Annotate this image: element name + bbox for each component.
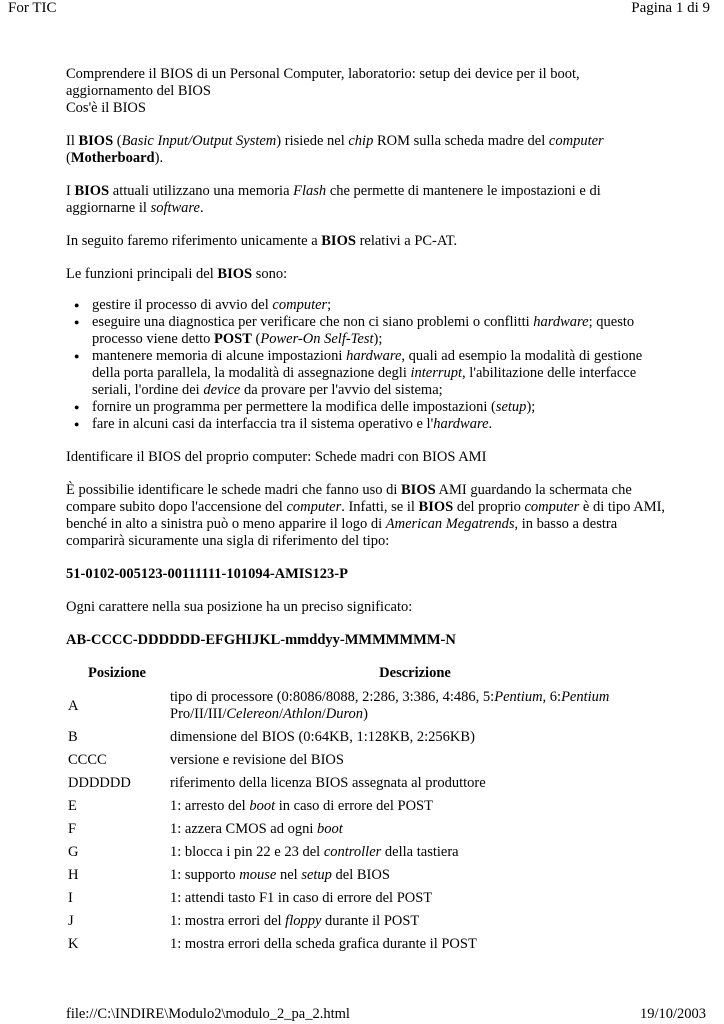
- term: Pentium: [494, 689, 543, 705]
- term: hardware: [533, 314, 589, 330]
- text: fare in alcuni casi da interfaccia tra il sistema operativo e l': [92, 416, 434, 432]
- text: ) risiede nel: [276, 133, 349, 149]
- pc-at-paragraph: [66, 233, 666, 250]
- intro-title: Comprendere il BIOS di un Personal Computer, laboratorio: setup dei device per il boot, aggiornamento del BIOS: [66, 66, 580, 99]
- list-item: [92, 416, 666, 433]
- text: ): [363, 706, 368, 722]
- term: computer: [524, 499, 580, 515]
- functions-list: [66, 297, 666, 433]
- term: mouse: [239, 867, 277, 883]
- term-bios: BIOS: [401, 482, 436, 498]
- term: boot: [249, 798, 276, 814]
- text: della tastiera: [381, 844, 459, 860]
- description-cell: dimensione del BIOS (0:64KB, 1:128KB, 2:256KB): [170, 729, 475, 745]
- meaning-intro: Ogni carattere nella sua posizione ha un preciso significato:: [66, 599, 413, 615]
- text: ).: [154, 150, 164, 166]
- position-cell: DDDDDD: [68, 775, 131, 791]
- term: interrupt: [410, 365, 463, 381]
- term-bios: BIOS: [321, 233, 356, 249]
- text: durante il POST: [321, 913, 420, 929]
- text: 1: supporto: [170, 867, 240, 883]
- list-item: [92, 348, 666, 399]
- text: da provare per l'avvio del sistema;: [240, 382, 443, 398]
- term: Duron: [325, 706, 364, 722]
- text: del BIOS: [331, 867, 390, 883]
- text: attuali utilizzano una memoria: [109, 183, 294, 199]
- position-cell: B: [68, 729, 78, 745]
- table-row: [66, 933, 662, 956]
- table-row: [66, 795, 662, 818]
- term: Pentium: [561, 689, 610, 705]
- description-cell: versione e revisione del BIOS: [170, 752, 344, 768]
- position-cell: J: [68, 913, 74, 929]
- text: /: [279, 706, 284, 722]
- text: gestire il processo di avvio del: [92, 297, 273, 313]
- term-expansion: Basic Input/Output System: [121, 133, 277, 149]
- description-cell: 1: mostra errori della scheda grafica durante il POST: [170, 936, 477, 952]
- text: è di tipo AMI, benché in alto a sinistra può o meno apparire il logo di: [66, 499, 666, 532]
- text: Le funzioni principali del: [66, 266, 218, 282]
- description-cell: [168, 910, 662, 933]
- term-post: POST: [214, 331, 252, 347]
- description-cell: [168, 864, 662, 887]
- text: nel: [276, 867, 302, 883]
- text: 1: mostra errori del: [170, 913, 286, 929]
- file-path: file://C:\INDIRE\Modulo2\modulo_2_pa_2.html: [66, 1006, 350, 1022]
- table-row: [66, 686, 662, 726]
- term-computer: computer: [548, 133, 604, 149]
- term: American Megatrends: [385, 516, 515, 532]
- text: eseguire una diagnostica per verificare che non ci siano problemi o conflitti: [92, 314, 534, 330]
- column-header-position: Posizione: [88, 665, 146, 681]
- text: .: [199, 200, 204, 216]
- description-cell: riferimento della licenza BIOS assegnata al produttore: [170, 775, 486, 791]
- text: ;: [327, 297, 332, 313]
- text: (: [113, 133, 122, 149]
- term-bios: BIOS: [74, 183, 110, 199]
- term-flash: Flash: [293, 183, 327, 199]
- text: fornire un programma per permettere la modifica delle impostazioni (: [92, 399, 496, 415]
- table-row: [66, 726, 662, 749]
- intro-subtitle: Cos'è il BIOS: [66, 100, 146, 116]
- text: del proprio: [453, 499, 525, 515]
- table-row: [66, 841, 662, 864]
- print-date: 19/10/2003: [639, 1006, 706, 1022]
- text: , in basso a destra comparirà sicuramente una sigla di riferimento del tipo:: [66, 516, 618, 549]
- bios-definition-paragraph: [66, 133, 666, 167]
- text: mantenere memoria di alcune impostazioni: [92, 348, 347, 364]
- position-cell: F: [68, 821, 77, 837]
- text: che permette di mantenere le impostazioni e di aggiornarne il: [66, 183, 601, 216]
- table-header-row: [66, 661, 662, 686]
- description-cell: [168, 795, 662, 818]
- text: È possibilie identificare le schede madri che fanno uso di: [66, 482, 402, 498]
- bios-code-example: 51-0102-005123-00111111-101094-AMIS123-P: [66, 566, 348, 582]
- bios-code-template: AB-CCCC-DDDDDD-EFGHIJKL-mmddyy-MMMMMMM-N: [66, 632, 456, 648]
- text: Il: [66, 133, 79, 149]
- position-cell: H: [68, 867, 79, 883]
- text: /: [321, 706, 326, 722]
- text: ROM sulla scheda madre del: [373, 133, 549, 149]
- text: , 6:: [542, 689, 562, 705]
- text: ; questo processo viene detto: [92, 314, 635, 347]
- term: setup: [301, 867, 332, 883]
- term-bios: BIOS: [78, 133, 114, 149]
- text: AMI guardando la schermata che compare subito dopo l'accensione del: [66, 482, 632, 515]
- table-row: [66, 749, 662, 772]
- text: , l'abilitazione delle interfacce seriali, l'ordine dei: [92, 365, 637, 398]
- text: tipo di processore (0:8086/8088, 2:286, 3:386, 4:486, 5:: [170, 689, 495, 705]
- text: relativi a PC-AT.: [355, 233, 458, 249]
- text: 1: blocca i pin 22 e 23 del: [170, 844, 324, 860]
- list-item: [92, 297, 666, 314]
- term: controller: [323, 844, 382, 860]
- description-cell: [168, 686, 662, 726]
- position-cell: CCCC: [68, 752, 107, 768]
- text: Pro/II/III/: [170, 706, 227, 722]
- term: boot: [316, 821, 343, 837]
- text: (: [66, 150, 71, 166]
- text: I: [66, 183, 75, 199]
- text: 1: azzera CMOS ad ogni: [170, 821, 317, 837]
- table-row: [66, 818, 662, 841]
- term: Power-On Self-Test: [260, 331, 374, 347]
- position-cell: G: [68, 844, 79, 860]
- term-bios: BIOS: [418, 499, 454, 515]
- intro-paragraph: [66, 66, 666, 117]
- position-cell: E: [68, 798, 77, 814]
- page-header: [8, 0, 710, 18]
- list-item: [92, 314, 666, 348]
- text: );: [526, 399, 536, 415]
- text: );: [373, 331, 383, 347]
- term: computer: [272, 297, 328, 313]
- ami-paragraph: [66, 482, 666, 550]
- text: , quali ad esempio la modalità di gestione della porta parallela, la modalità di assegnazione degli: [92, 348, 643, 381]
- table-row: [66, 910, 662, 933]
- position-cell: K: [68, 936, 79, 952]
- term: Athlon: [283, 706, 322, 722]
- position-cell: A: [68, 697, 79, 714]
- table-row: [66, 772, 662, 795]
- column-header-description: Descrizione: [379, 665, 451, 681]
- description-cell: [168, 818, 662, 841]
- term-bios: BIOS: [217, 266, 253, 282]
- term: setup: [495, 399, 527, 415]
- term: floppy: [285, 913, 322, 929]
- text: (: [251, 331, 261, 347]
- header-title: For TIC: [8, 0, 57, 16]
- table-row: [66, 864, 662, 887]
- document-body: [66, 66, 666, 956]
- functions-intro: [66, 266, 666, 283]
- table-row: [66, 887, 662, 910]
- term-motherboard: Motherboard: [70, 150, 155, 166]
- term: Celereon: [226, 706, 279, 722]
- text: in caso di errore del POST: [275, 798, 433, 814]
- position-cell: I: [68, 890, 73, 906]
- text: In seguito faremo riferimento unicamente a: [66, 233, 322, 249]
- term: computer: [286, 499, 342, 515]
- page-number: Pagina 1 di 9: [631, 0, 710, 16]
- code-meaning-table: [66, 661, 662, 956]
- text: . Infatti, se il: [341, 499, 419, 515]
- term: hardware: [433, 416, 489, 432]
- text: sono:: [252, 266, 288, 282]
- description-cell: [168, 841, 662, 864]
- term: hardware: [346, 348, 402, 364]
- text: 1: arresto del: [170, 798, 250, 814]
- term-software: software: [150, 200, 200, 216]
- flash-paragraph: [66, 183, 666, 217]
- term-chip: chip: [348, 133, 374, 149]
- term: device: [203, 382, 241, 398]
- list-item: [92, 399, 666, 416]
- description-cell: 1: attendi tasto F1 in caso di errore del POST: [170, 890, 433, 906]
- section-heading-ami: Identificare il BIOS del proprio computer: Schede madri con BIOS AMI: [66, 449, 487, 465]
- text: .: [488, 416, 493, 432]
